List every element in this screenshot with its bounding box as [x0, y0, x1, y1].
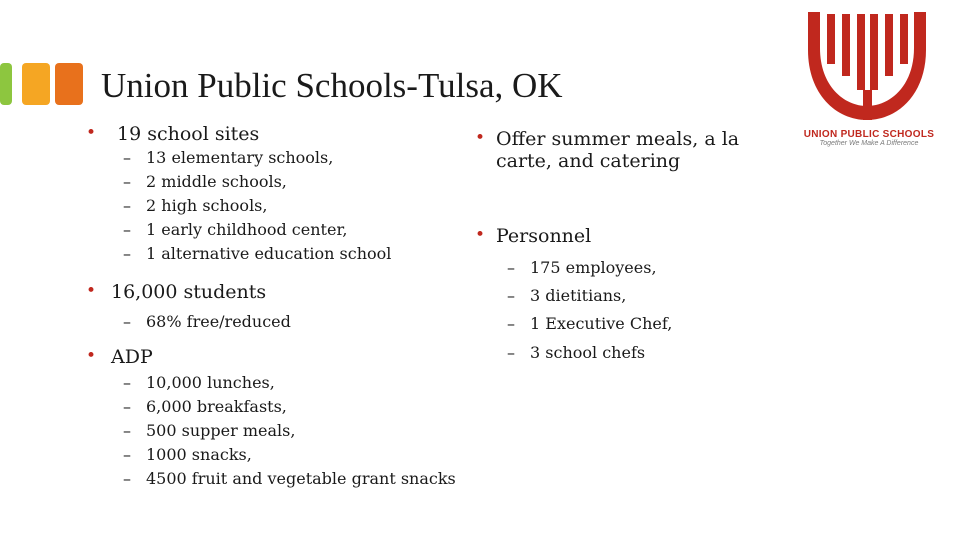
logo-tagline: Together We Make A Difference — [819, 140, 919, 147]
decor-bar-orange — [55, 63, 83, 105]
bullet-dot: • — [86, 281, 97, 301]
personnel-heading: Personnel — [496, 225, 592, 247]
slide-title: Union Public Schools-Tulsa, OK — [101, 66, 563, 105]
logo-name: UNION PUBLIC SCHOOLS — [803, 129, 935, 140]
school-sites-heading: 19 school sites — [117, 123, 260, 145]
bullet-dot: • — [86, 346, 97, 366]
decor-bar-yellow — [22, 63, 50, 105]
bullet-dot: • — [86, 123, 97, 143]
adp-heading: ADP — [111, 346, 153, 368]
offer-heading: Offer summer meals, a la carte, and catering — [496, 128, 740, 172]
bullet-dot: • — [475, 128, 486, 148]
bullet-dot: • — [475, 225, 486, 245]
decor-bar-green — [0, 63, 12, 105]
students-heading: 16,000 students — [111, 281, 267, 303]
